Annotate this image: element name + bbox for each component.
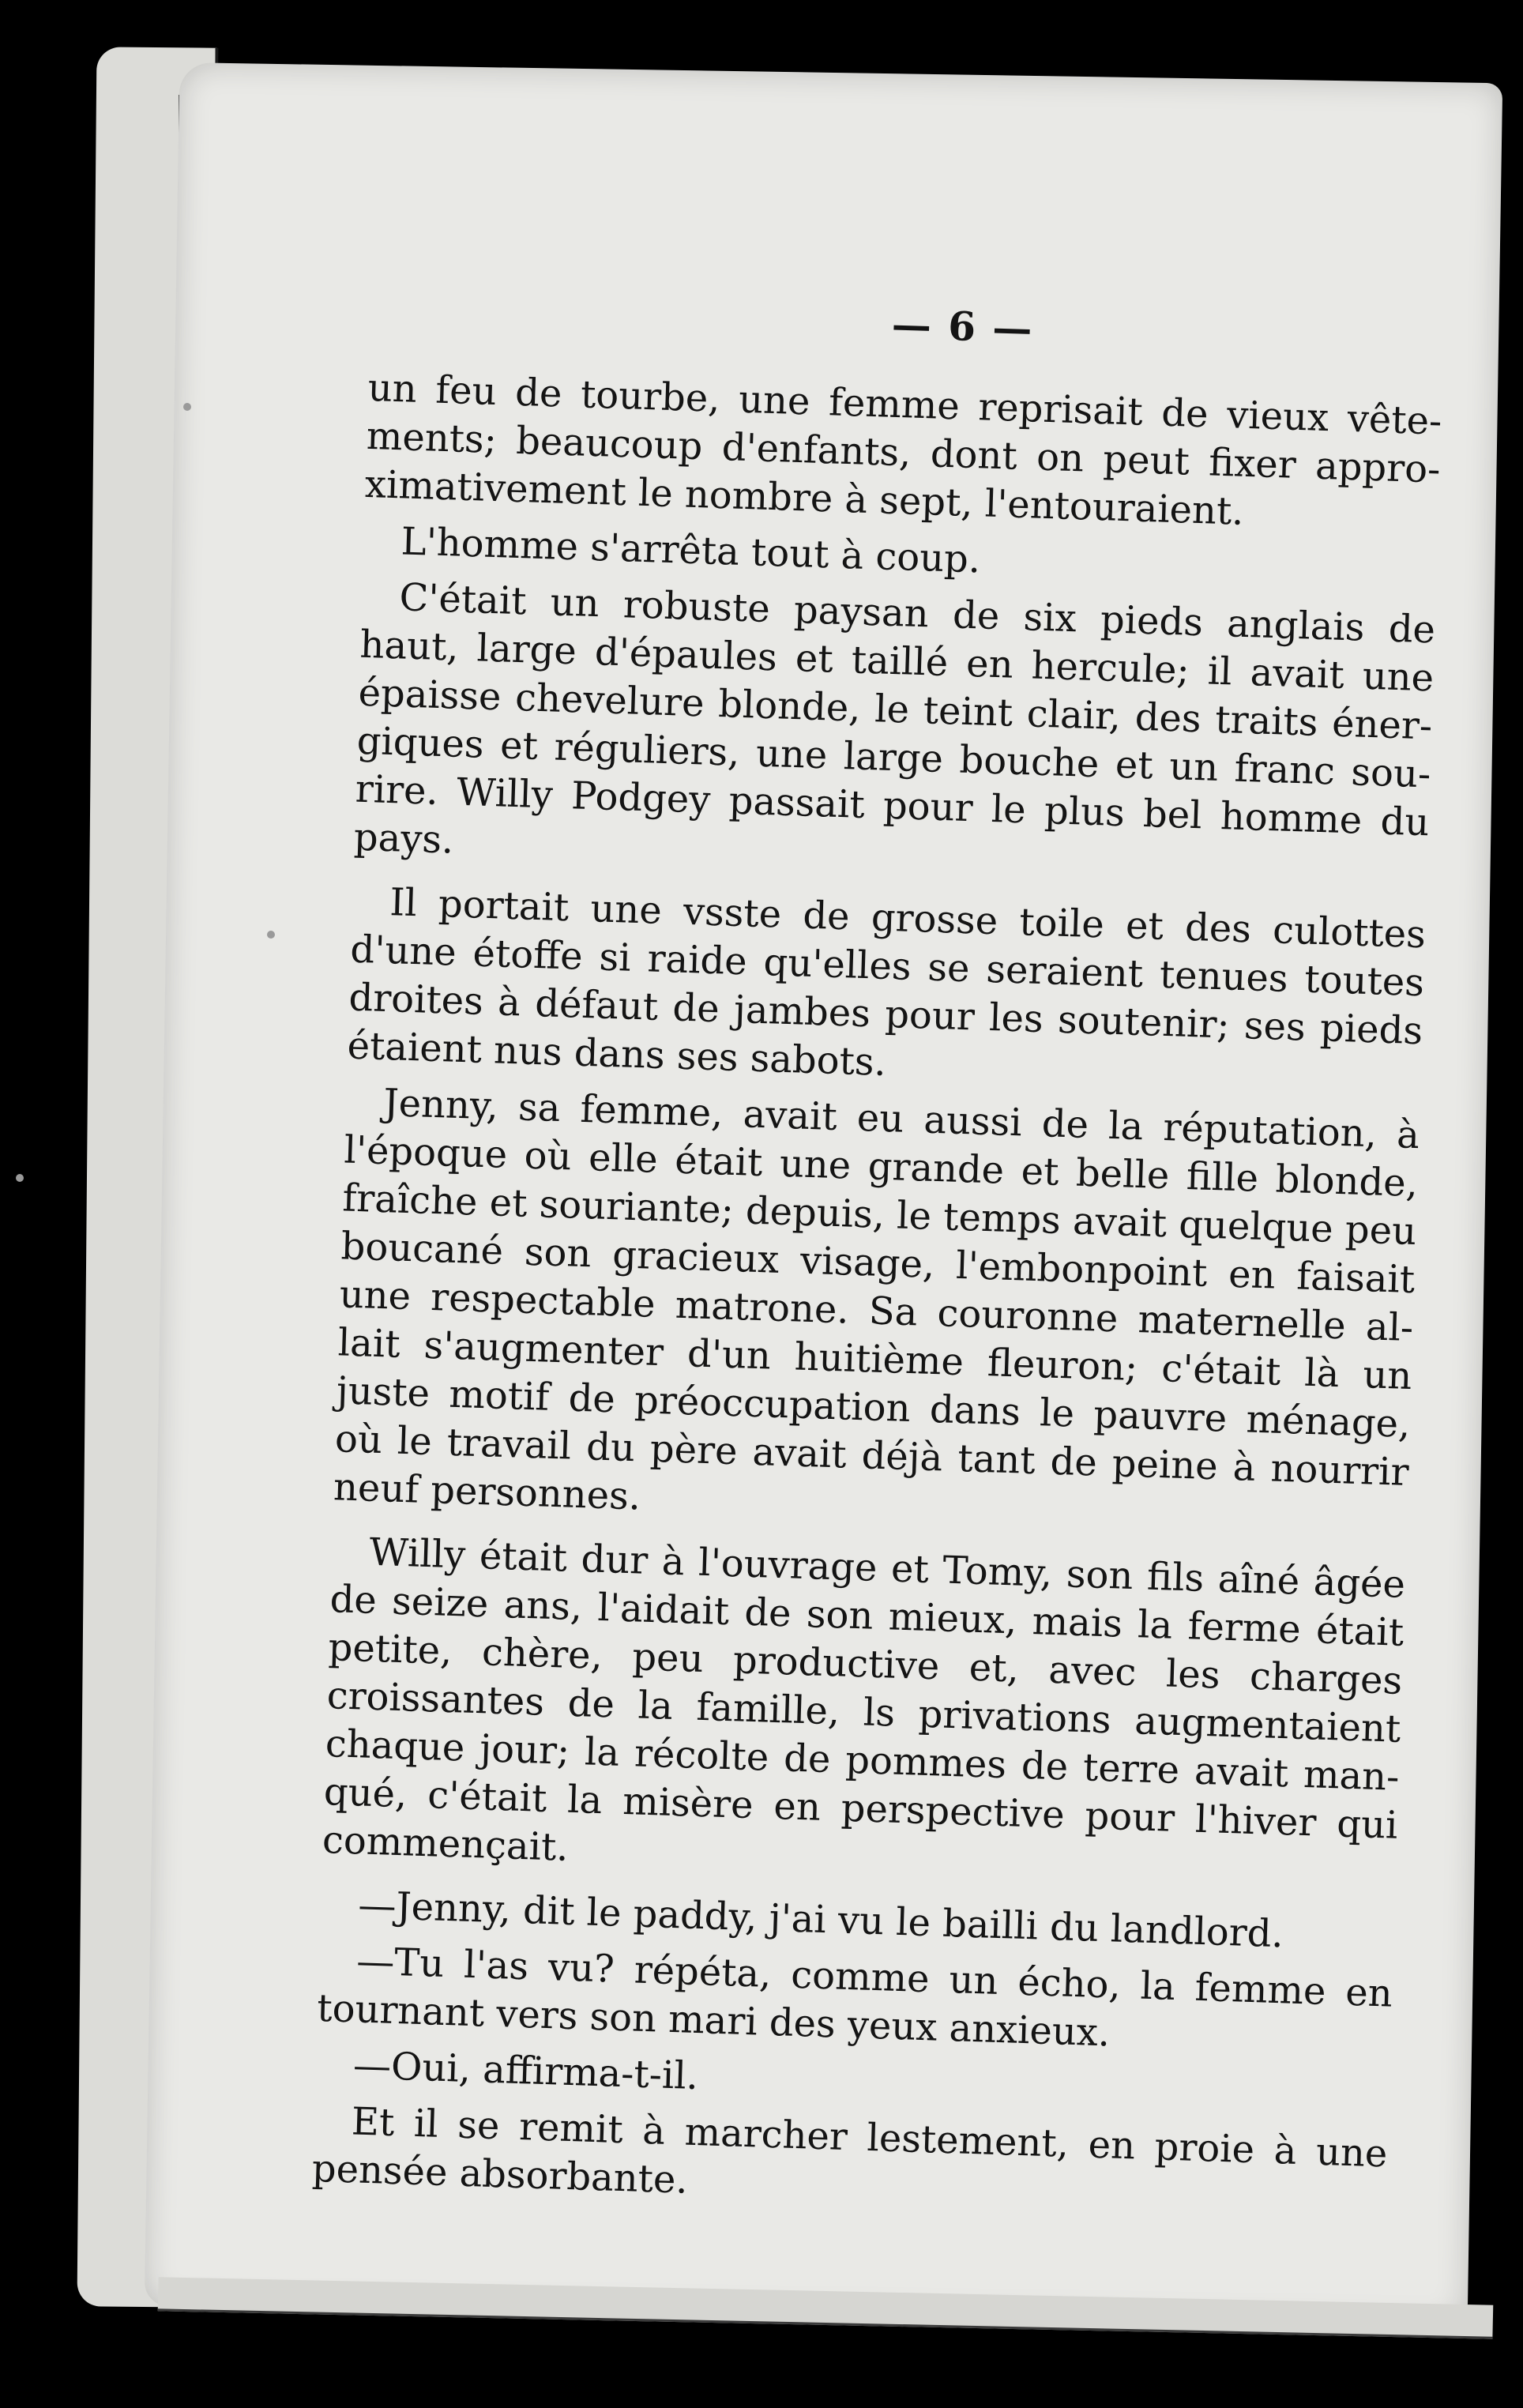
paragraph: un feu de tourbe, une femme reprisait de vieux vête-ments; beaucoup d'enfants, dont on peut fixer appro-ximativement le nombre à sept, l'entouraient. <box>364 365 1443 534</box>
paragraph: Et il se remit à marcher lestement, en proie à une pensée absorbante. <box>311 2099 1389 2203</box>
paragraph: —Tu l'as vu? répéta, comme un écho, la femme en tournant vers son mari des yeux anxieux. <box>316 1939 1393 2056</box>
paragraph: Il portait une vsste de grosse toile et des culottes d'une étoffe si raide qu'elles se seraient tenues toutes droites à défaut de jambes pour les soutenir; ses pieds étaient nus dans ses sabots. <box>346 880 1427 1085</box>
dust-speck <box>183 403 191 411</box>
paragraph: —Jenny, dit le paddy, j'ai vu le bailli du landlord. <box>357 1883 1284 1957</box>
page-text <box>311 284 1446 2235</box>
paragraph: —Oui, affirma-t-il. <box>352 2043 699 2099</box>
paragraph: L'homme s'arrêta tout à coup. <box>400 519 982 582</box>
page-number: — 6 — <box>891 300 1035 352</box>
dust-speck <box>16 1174 24 1182</box>
dust-speck <box>267 931 275 939</box>
paragraph: Jenny, sa femme, avait eu aussi de la réputation, à l'époque où elle était une grande et belle fille blonde, fraîche et souriante; depuis, le temps avait quelque peu boucané son gracieux visage, l'embonpoint en faisait une respectable matrone. Sa couronne maternelle al-lait s'augmenter d'un huitième fleuron; c'était là un juste motif de préoccupation dans le pauvre ménage, où le travail du père avait déjà tant de peine à nourrir neuf personnes. <box>333 1081 1420 1519</box>
paragraph: C'était un robuste paysan de six pieds anglais de haut, large d'épaules et taillé en hercule; il avait une épaisse chevelure blonde, le teint clair, des traits éner-giques et réguliers, une large bouche et un franc sou-rire. Willy Podgey passait pour le plus bel homme du pays. <box>353 575 1436 863</box>
paragraph: Willy était dur à l'ouvrage et Tomy, son fils aîné âgée de seize ans, l'aidait de son mieux, mais la ferme était petite, chère, peu productive et, avec les charges croissantes de la famille, ls privations augmentaient chaque jour; la récolte de pommes de terre avait man-qué, c'était la misère en perspective pour l'hiver qui commençait. <box>322 1529 1406 1870</box>
